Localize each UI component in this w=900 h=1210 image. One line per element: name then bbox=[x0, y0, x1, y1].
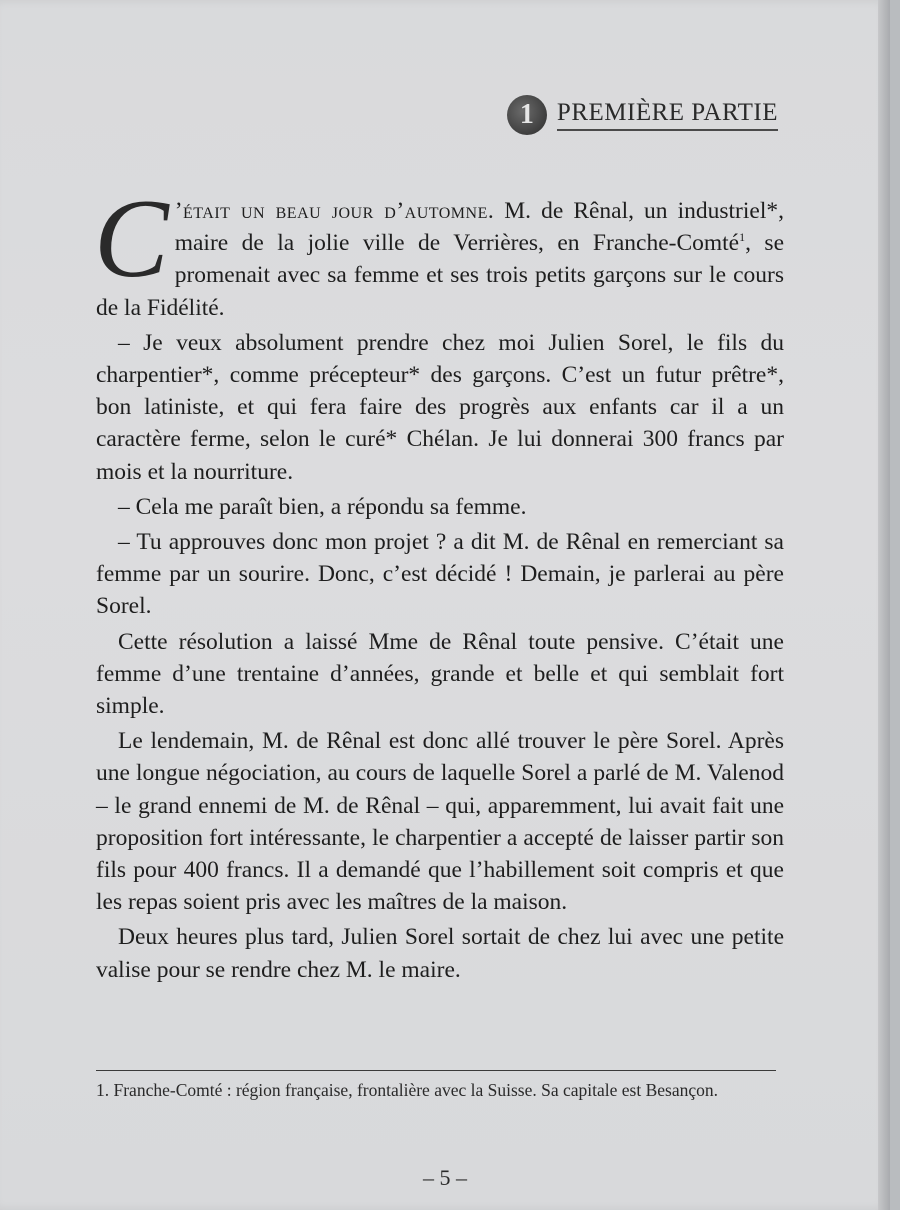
drop-cap: C bbox=[94, 177, 169, 301]
paragraph-4: – Tu approuves donc mon projet ? a dit M. de Rênal en remerciant sa femme par un sourire. Donc, c’est décidé ! Demain, je parlerai au père Sorel. bbox=[96, 529, 784, 620]
paragraph-5: Cette résolution a laissé Mme de Rênal toute pensive. C’était une femme d’une trentaine d’années, grande et belle et qui semblait fort simple. bbox=[96, 628, 784, 720]
footnote-reference: 1 bbox=[739, 230, 746, 245]
paragraph-7: Deux heures plus tard, Julien Sorel sortait de chez lui avec une petite valise pour se rendre chez M. le maire. bbox=[96, 924, 784, 983]
paragraph-3: – Cela me paraît bien, a répondu sa femme. bbox=[118, 493, 527, 520]
opening-words: ’était un beau jour d’automne. bbox=[174, 198, 495, 224]
paragraph-6: Le lendemain, M. de Rênal est donc allé trouver le père Sorel. Après une longue négociation, au cours de laquelle Sorel a parlé de M. Valenod – le grand ennemi de M. de Rênal – qui, apparemment, lui avait fait une proposition fort intéressante, le charpentier a accepté de laisser partir son fils pour 400 francs. Il a demandé que l’habillement soit compris et que les repas soient pris avec les maîtres de la maison. bbox=[96, 728, 784, 916]
chapter-header bbox=[507, 95, 778, 135]
part-title: PREMIÈRE PARTIE bbox=[557, 99, 778, 131]
paragraph-1 bbox=[94, 177, 785, 324]
main-text bbox=[94, 177, 785, 989]
chapter-number-badge: 1 bbox=[507, 95, 547, 135]
page-edge bbox=[878, 0, 890, 1210]
paragraph-2: – Je veux absolument prendre chez moi Julien Sorel, le fils du charpentier*, comme précepteur* des garçons. C’est un futur prêtre*, bon latiniste, et qui fera faire des progrès aux enfants car il a un caractère ferme, selon le curé* Chélan. Je lui donnerai 300 francs par mois et la nourriture. bbox=[96, 329, 784, 485]
footnote-divider bbox=[96, 1070, 776, 1071]
paragraph-1-text-a: M. de Rênal, un industriel*, maire de la jolie ville de Verrières, en Franche-Comté bbox=[174, 198, 784, 257]
paragraph-1-text-b: , se promenait avec sa femme et ses trois petits garçons sur le cours de la Fidélité. bbox=[96, 230, 785, 321]
footnote: 1. Franche-Comté : région française, frontalière avec la Suisse. Sa capitale est Besançon. bbox=[96, 1080, 718, 1100]
page-number: – 5 – bbox=[423, 1165, 467, 1190]
